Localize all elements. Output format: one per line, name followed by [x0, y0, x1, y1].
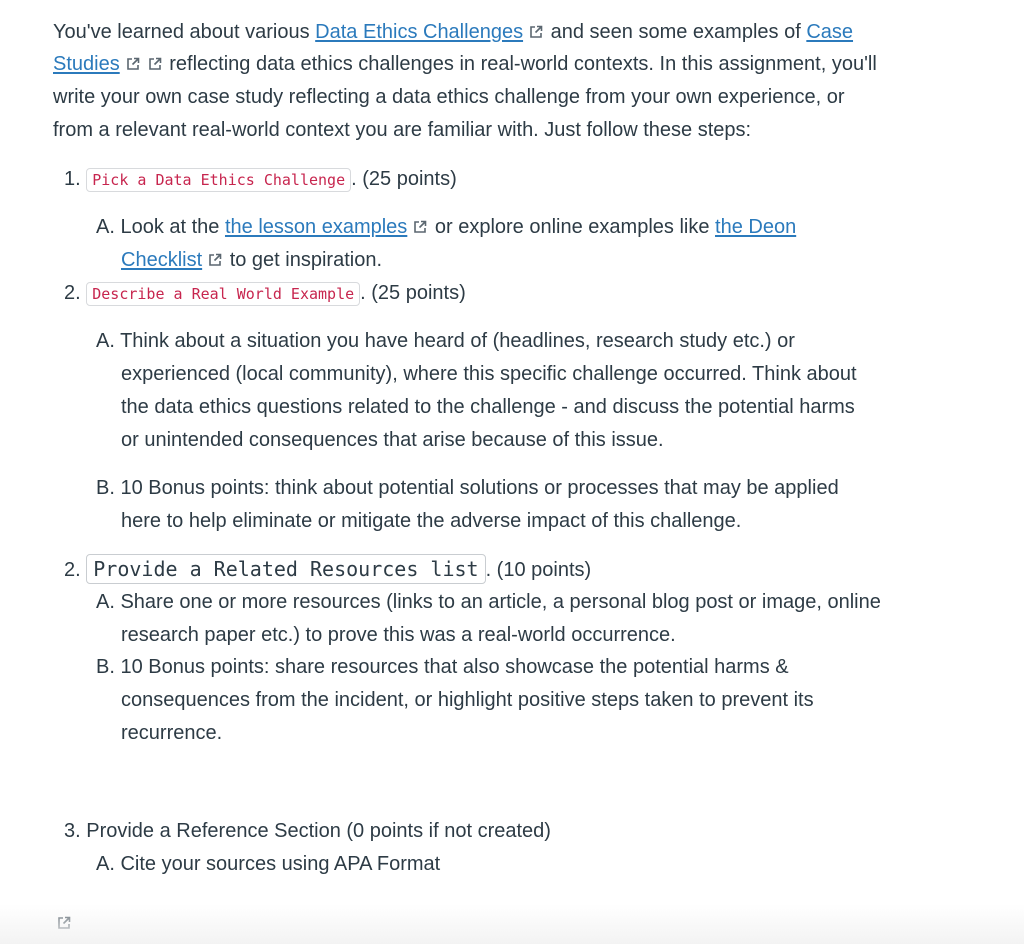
step-2-item-a-1: A. Think about a situation you have heard of (headlines, research study etc.) or	[96, 330, 795, 352]
lesson-examples-link[interactable]: the lesson examples	[224, 216, 408, 238]
step-2-item-b-2: here to help eliminate or mitigate the adverse impact of this challenge.	[121, 510, 742, 532]
step-3-item-b-1: B. 10 Bonus points: share resources that also showcase the potential harms &	[96, 656, 789, 678]
bottom-fade	[0, 904, 1024, 944]
intro-line-2: Studies reflecting data ethics challenges in real-world contexts. In this assignment, you'll	[53, 53, 877, 75]
step-2-item-b-1: B. 10 Bonus points: think about potential solutions or processes that may be applied	[96, 477, 839, 499]
intro-line-4: from a relevant real-world context you are familiar with. Just follow these steps:	[53, 119, 752, 141]
step-1-code: Pick a Data Ethics Challenge	[86, 168, 351, 192]
external-link-icon	[413, 220, 427, 234]
external-link-icon	[529, 25, 543, 39]
step-1-item-a-cont: Checklist to get inspiration.	[121, 249, 383, 271]
step-2-item-a-3: the data ethics questions related to the challenge - and discuss the potential harms	[121, 396, 855, 418]
step-3-item-b-2: consequences from the incident, or highlight positive steps taken to prevent its	[121, 689, 814, 711]
data-ethics-challenges-link[interactable]: Data Ethics Challenges	[315, 21, 524, 43]
step-3-item-b-3: recurrence.	[121, 722, 223, 744]
intro-line-1: You've learned about various Data Ethics Challenges and seen some examples of Case	[53, 21, 854, 43]
external-link-icon	[148, 57, 162, 71]
step-1-heading: 1. Pick a Data Ethics Challenge . (25 points)	[64, 168, 457, 190]
step-4-heading: 3. Provide a Reference Section (0 points if not created)	[64, 820, 551, 842]
external-link-icon	[126, 57, 140, 71]
step-4-item-a: A. Cite your sources using APA Format	[96, 853, 441, 875]
step-2-heading: 2. Describe a Real World Example . (25 points)	[64, 282, 466, 304]
step-3-heading: 2. Provide a Related Resources list . (10 points)	[64, 553, 591, 586]
case-studies-link[interactable]: Case	[806, 21, 854, 43]
step-3-code: Provide a Related Resources list	[86, 554, 485, 584]
step-3-item-a-2: research paper etc.) to prove this was a real-world occurrence.	[121, 624, 676, 646]
case-studies-link-cont[interactable]: Studies	[53, 53, 120, 75]
step-2-item-a-2: experienced (local community), where this specific challenge occurred. Think about	[121, 363, 857, 385]
external-link-icon	[208, 253, 222, 267]
step-3-item-a-1: A. Share one or more resources (links to an article, a personal blog post or image, online	[96, 591, 881, 613]
intro-line-3: write your own case study reflecting a data ethics challenge from your own experience, or	[53, 86, 845, 108]
step-2-code: Describe a Real World Example	[86, 282, 360, 306]
deon-checklist-link[interactable]: the Deon	[715, 216, 797, 238]
step-2-item-a-4: or unintended consequences that arise because of this issue.	[121, 429, 664, 451]
deon-checklist-link-cont[interactable]: Checklist	[121, 249, 203, 271]
step-1-item-a: A. Look at the the lesson examples or explore online examples like the Deon	[96, 216, 797, 238]
